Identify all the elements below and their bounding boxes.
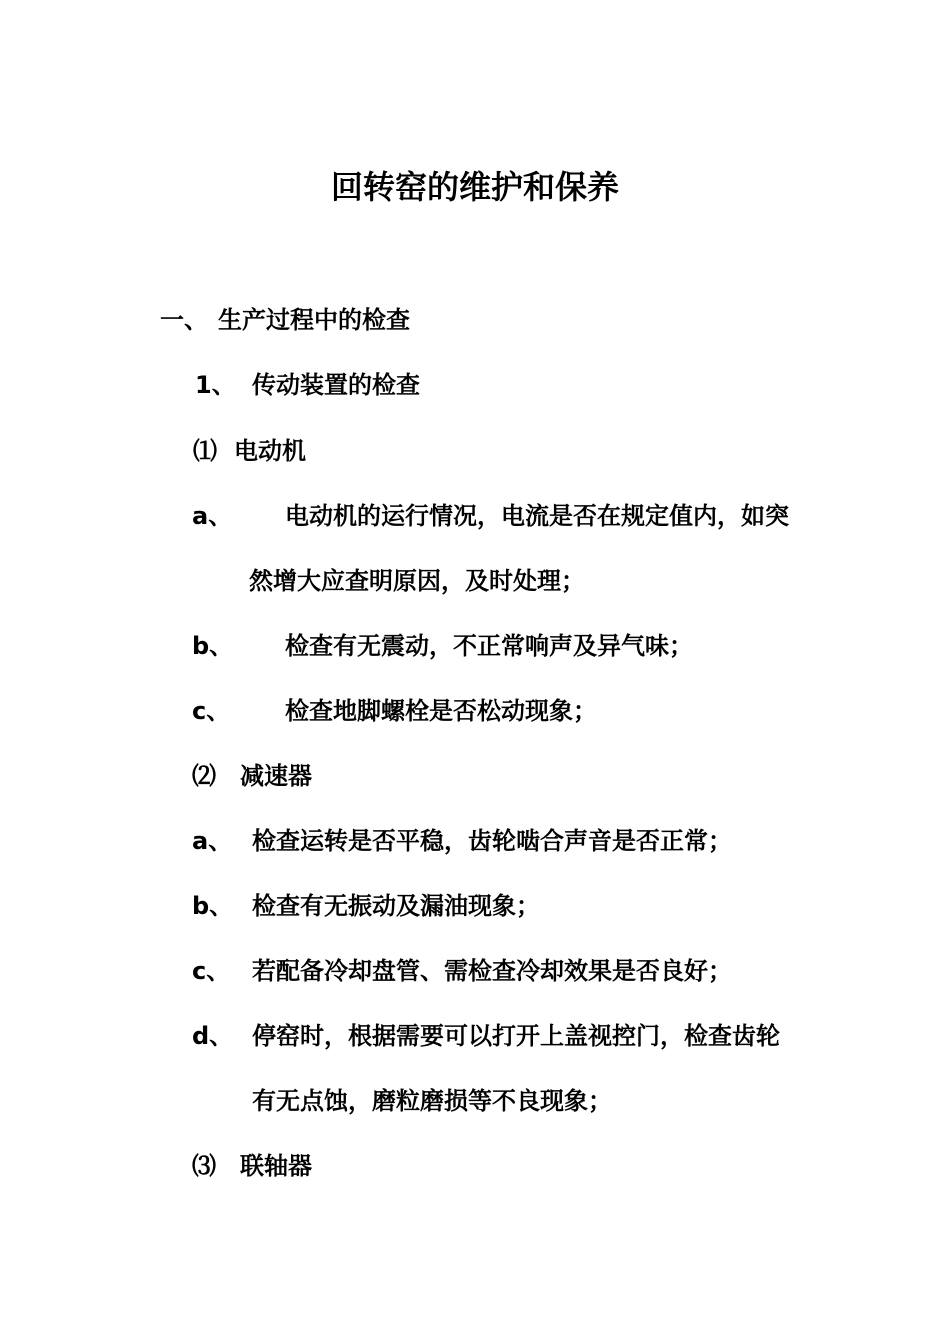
subsection-number: 1、 [195,371,236,399]
item-marker: a、 [192,502,233,530]
item-text: 检查有无振动及漏油现象； [252,892,540,920]
item-text: 若配备冷却盘管、需检查冷却效果是否良好； [252,957,732,985]
section-heading: 生产过程中的检查 [218,306,410,334]
item-text: 检查运转是否平稳，齿轮啮合声音是否正常； [252,827,732,855]
item-marker: d、 [192,1022,234,1050]
item-marker: c、 [192,957,231,985]
part-number: ⑶ [192,1152,216,1180]
part-number: ⑵ [192,762,216,790]
document-title: 回转窑的维护和保养 [330,168,619,206]
item-marker: b、 [192,632,234,660]
item-text: 停窑时，根据需要可以打开上盖视控门，检查齿轮 [252,1022,780,1050]
subsection-heading: 传动装置的检查 [252,371,420,399]
part-heading: 联轴器 [240,1152,312,1180]
item-marker: a、 [192,827,233,855]
item-marker: b、 [192,892,234,920]
item-text-continued: 然增大应查明原因，及时处理； [249,567,585,595]
item-text: 检查有无震动，不正常响声及异气味； [285,632,693,660]
item-text: 检查地脚螺栓是否松动现象； [285,697,597,725]
item-text-continued: 有无点蚀，磨粒磨损等不良现象； [252,1087,612,1115]
item-marker: c、 [192,697,231,725]
section-number: 一、 [160,306,208,334]
part-heading: 电动机 [234,437,306,465]
part-heading: 减速器 [240,762,312,790]
item-text: 电动机的运行情况，电流是否在规定值内，如突 [285,502,789,530]
part-number: ⑴ [193,437,217,465]
